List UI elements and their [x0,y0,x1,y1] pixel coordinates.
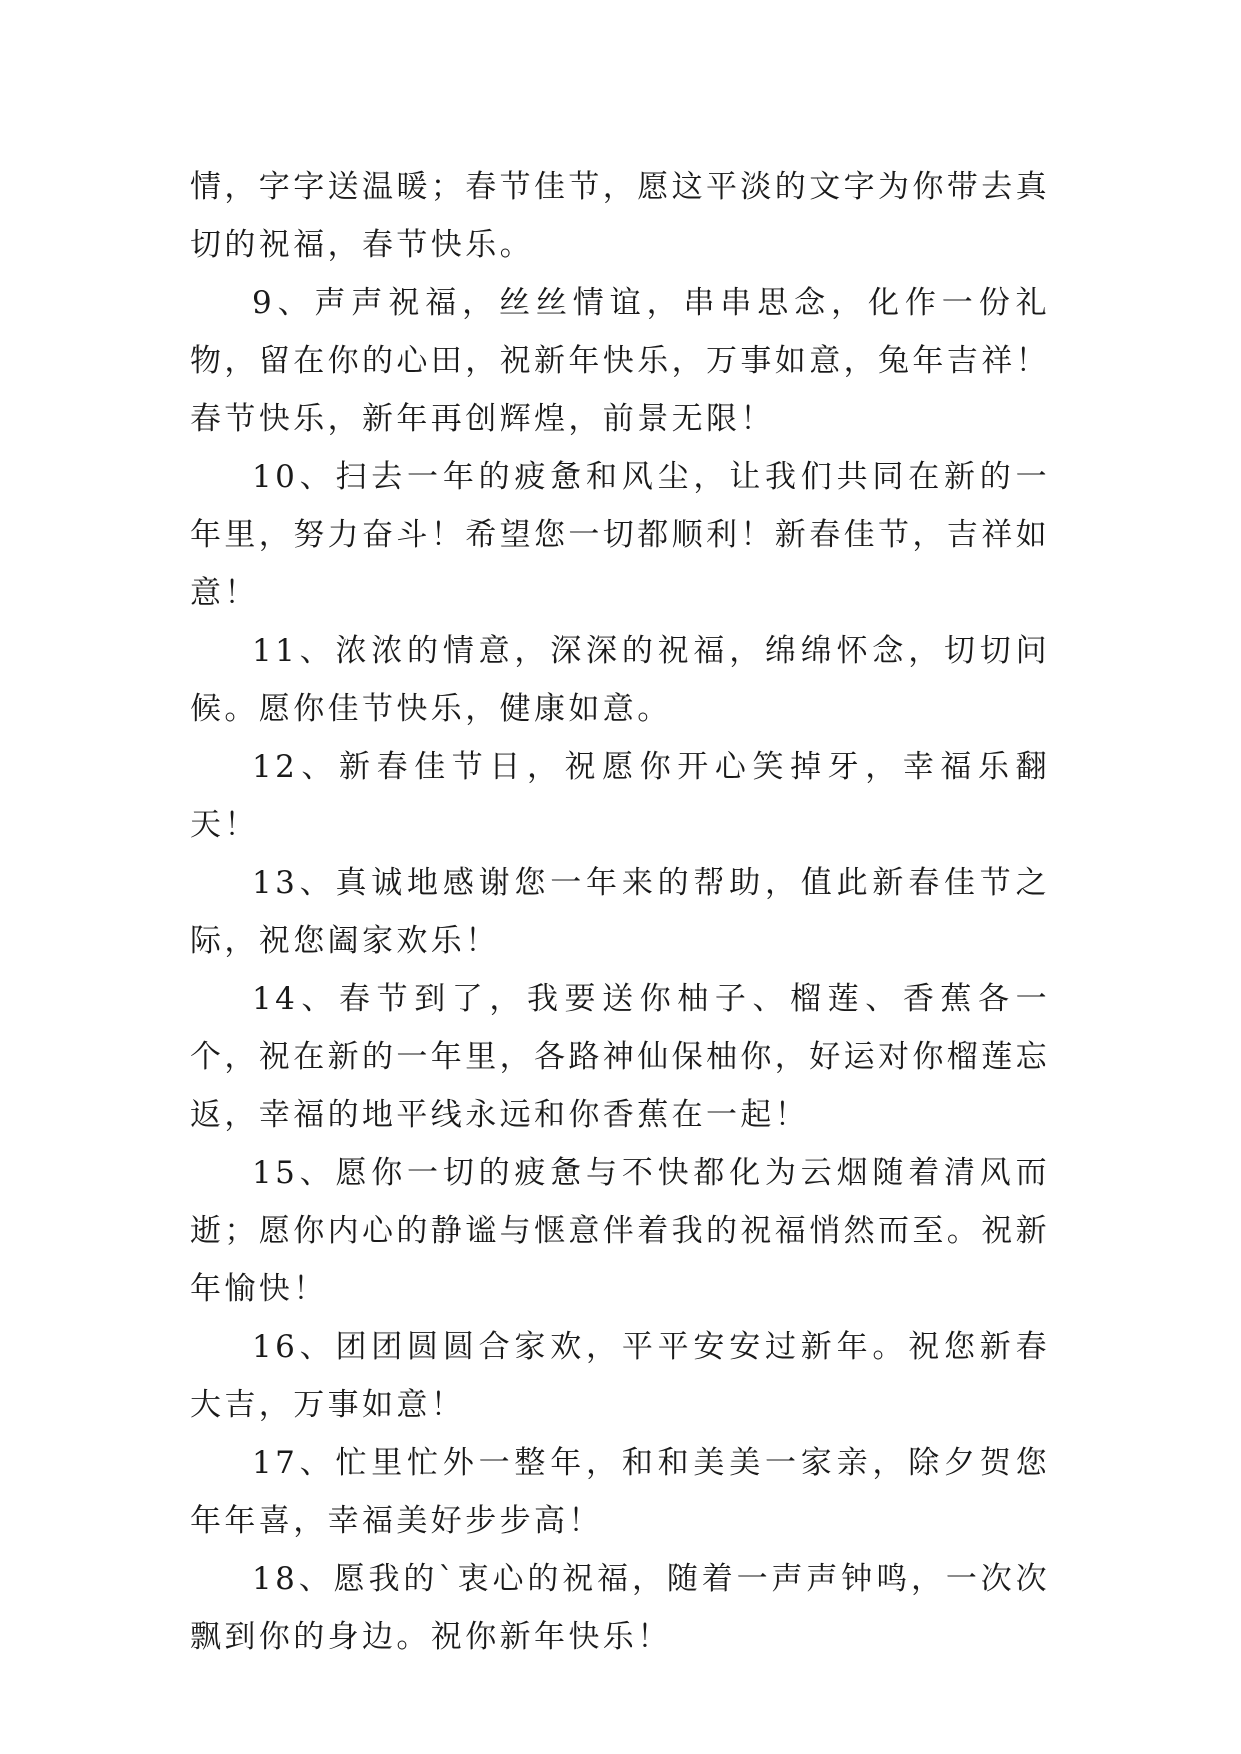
paragraph-18: 18、愿我的`衷心的祝福，随着一声声钟鸣，一次次飘到你的身边。祝你新年快乐！ [190,1561,1050,1655]
paragraph-continued: 情，字字送温暖；春节佳节，愿这平淡的文字为你带去真切的祝福，春节快乐。 [190,169,1050,263]
paragraph-17: 17、忙里忙外一整年，和和美美一家亲，除夕贺您年年喜，幸福美好步步高！ [190,1445,1050,1539]
paragraph-10: 10、扫去一年的疲惫和风尘，让我们共同在新的一年里，努力奋斗！希望您一切都顺利！新春佳节，吉祥如意！ [190,459,1050,611]
paragraph-13: 13、真诚地感谢您一年来的帮助，值此新春佳节之际，祝您阖家欢乐！ [190,865,1050,959]
paragraph-9: 9、声声祝福，丝丝情谊，串串思念，化作一份礼物，留在你的心田，祝新年快乐，万事如意，兔年吉祥！春节快乐，新年再创辉煌，前景无限！ [190,285,1050,437]
paragraph-15: 15、愿你一切的疲惫与不快都化为云烟随着清风而逝；愿你内心的静谧与惬意伴着我的祝福悄然而至。祝新年愉快！ [190,1155,1050,1307]
paragraph-12: 12、新春佳节日，祝愿你开心笑掉牙，幸福乐翻天！ [190,749,1050,843]
paragraph-14: 14、春节到了，我要送你柚子、榴莲、香蕉各一个，祝在新的一年里，各路神仙保柚你，好运对你榴莲忘返，幸福的地平线永远和你香蕉在一起！ [190,981,1050,1133]
paragraph-11: 11、浓浓的情意，深深的祝福，绵绵怀念，切切问候。愿你佳节快乐，健康如意。 [190,633,1050,727]
document-body [190,158,1050,1666]
paragraph-16: 16、团团圆圆合家欢，平平安安过新年。祝您新春大吉，万事如意！ [190,1329,1050,1423]
